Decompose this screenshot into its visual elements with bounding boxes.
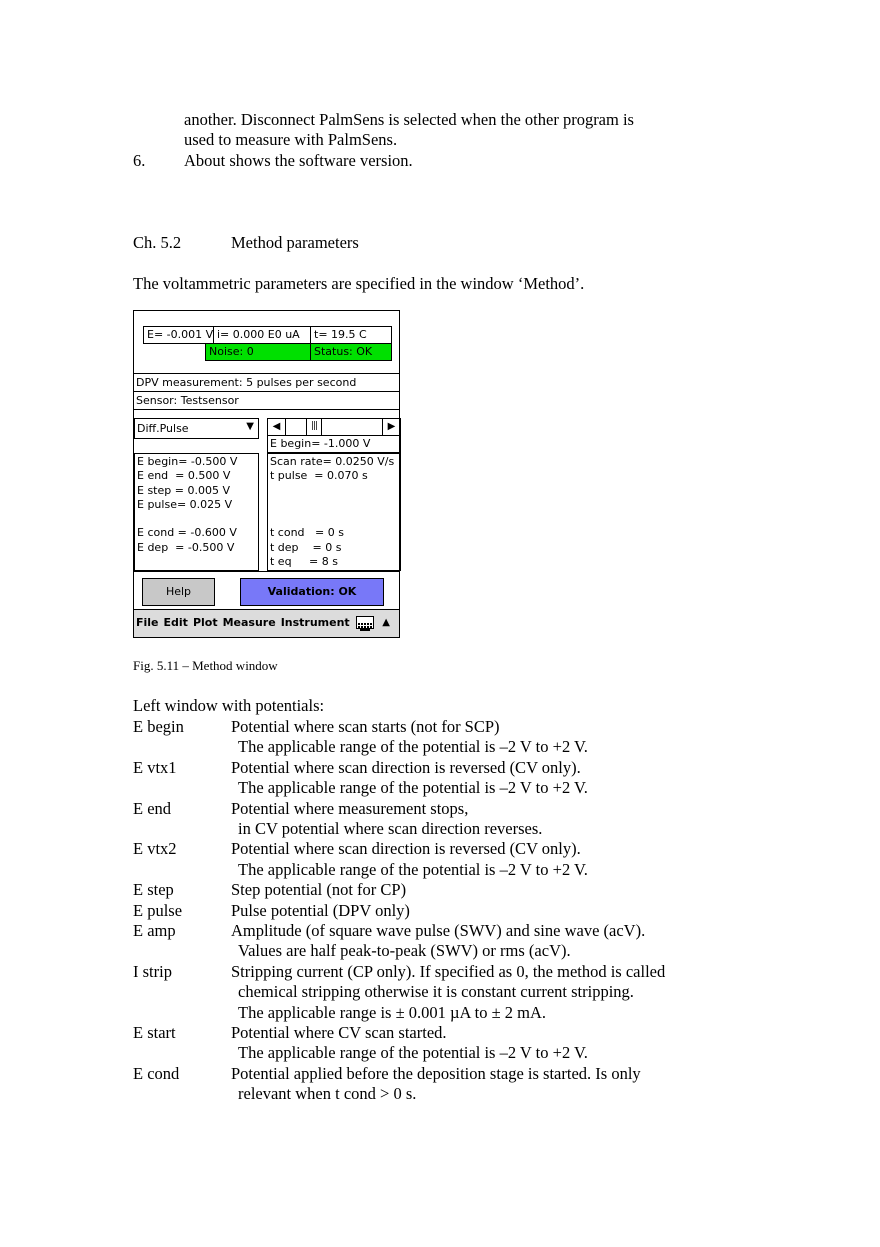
definition-text: The applicable range of the potential is –2 V to +2 V.	[238, 737, 588, 757]
param-line	[270, 498, 398, 512]
definition-text: Potential applied before the deposition stage is started. Is only	[231, 1063, 641, 1083]
menu-file[interactable]: File	[136, 616, 159, 629]
param-line: E dep = -0.500 V	[137, 540, 235, 554]
definition-text: relevant when t cond > 0 s.	[238, 1084, 417, 1104]
definition-text: Pulse potential (DPV only)	[231, 900, 410, 920]
definition-text: Potential where scan starts (not for SCP)	[231, 717, 500, 736]
status-indicator: Status: OK	[310, 343, 392, 361]
definition-text: in CV potential where scan direction reverses.	[238, 819, 543, 838]
param-line: E end = 0.500 V	[137, 469, 231, 483]
noise-indicator: Noise: 0	[205, 343, 311, 361]
definition-text: Potential where scan direction is reversed (CV only).	[231, 839, 581, 859]
intro-line-2: used to measure with PalmSens.	[184, 130, 398, 149]
param-line: E pulse= 0.025 V	[137, 497, 233, 511]
section-paragraph: The voltammetric parameters are specified in the window ‘Method’.	[133, 274, 585, 293]
definition-text: The applicable range is ± 0.001 µA to ± 2 mA.	[238, 1002, 547, 1022]
definition-term: E vtx2	[133, 839, 177, 859]
param-line: t pulse = 0.070 s	[270, 469, 368, 483]
method-window-screenshot	[133, 310, 400, 638]
param-line	[270, 484, 398, 498]
chevron-down-icon: ▼	[246, 421, 254, 432]
definition-text: The applicable range of the potential is –2 V to +2 V.	[238, 859, 588, 879]
definition-term: E vtx1	[133, 757, 177, 777]
scroll-right-icon[interactable]: ▶	[382, 419, 400, 435]
definition-text: Values are half peak-to-peak (SWV) or rms (acV).	[238, 941, 571, 961]
definition-text: The applicable range of the potential is –2 V to +2 V.	[238, 778, 588, 798]
param-line: t dep = 0 s	[270, 540, 342, 554]
param-line: E begin= -0.500 V	[137, 455, 238, 468]
intro-line-1: another. Disconnect PalmSens is selected when the other program is	[184, 110, 634, 129]
potential-readout: E= -0.001 V	[143, 326, 214, 344]
param-line: t cond = 0 s	[270, 526, 344, 540]
method-dropdown-value: Diff.Pulse	[137, 422, 189, 435]
measurement-description: DPV measurement: 5 pulses per second	[136, 376, 357, 389]
section-title: Method parameters	[231, 233, 359, 252]
definition-term: E begin	[133, 717, 184, 736]
help-button[interactable]: Help	[142, 578, 215, 606]
definition-term: E pulse	[133, 900, 183, 920]
definition-text: The applicable range of the potential is –2 V to +2 V.	[238, 1043, 588, 1063]
definition-term: E cond	[133, 1063, 180, 1083]
validation-button[interactable]: Validation: OK	[240, 578, 384, 606]
current-readout: i= 0.000 E0 uA	[213, 326, 311, 344]
param-line	[270, 512, 398, 526]
definition-text: Step potential (not for CP)	[231, 880, 407, 900]
param-line: E cond = -0.600 V	[137, 526, 237, 540]
list-number: 6.	[133, 151, 146, 170]
menu-plot[interactable]: Plot	[192, 616, 218, 629]
definitions-heading: Left window with potentials:	[133, 696, 325, 715]
menu-measure[interactable]: Measure	[222, 616, 276, 629]
e-begin-slider[interactable]	[267, 418, 401, 436]
definition-term: E end	[133, 798, 172, 818]
menu-bar	[134, 609, 399, 637]
method-dropdown[interactable]	[134, 418, 259, 439]
definition-term: E start	[133, 1023, 176, 1042]
param-line: t eq = 8 s	[270, 555, 338, 569]
param-line: Scan rate= 0.0250 V/s	[270, 455, 395, 468]
param-line	[137, 512, 256, 526]
menu-instrument[interactable]: Instrument	[280, 616, 350, 629]
left-params-box[interactable]	[134, 453, 259, 571]
slider-value-label: E begin= -1.000 V	[267, 435, 401, 453]
definition-text: Stripping current (CP only). If specified as 0, the method is called	[231, 961, 666, 981]
sensor-label: Sensor: Testsensor	[136, 394, 239, 407]
scroll-left-icon[interactable]: ◀	[268, 419, 286, 435]
figure-caption: Fig. 5.11 – Method window	[133, 658, 278, 673]
definition-text: chemical stripping otherwise it is constant current stripping.	[238, 982, 634, 1002]
slider-thumb[interactable]: |||	[306, 419, 322, 435]
chevron-up-icon[interactable]: ▲	[382, 617, 390, 628]
definition-text: Amplitude (of square wave pulse (SWV) and sine wave (acV).	[231, 921, 646, 940]
definition-text: Potential where scan direction is reversed (CV only).	[231, 757, 581, 777]
definition-term: E amp	[133, 921, 176, 940]
keyboard-icon[interactable]	[356, 616, 374, 629]
definition-text: Potential where measurement stops,	[231, 798, 469, 818]
menu-edit[interactable]: Edit	[163, 616, 188, 629]
right-params-box[interactable]	[267, 453, 401, 571]
definition-term: E step	[133, 880, 174, 900]
temperature-readout: t= 19.5 C	[310, 326, 392, 344]
definition-term: I strip	[133, 961, 172, 981]
param-line: E step = 0.005 V	[137, 483, 230, 497]
definition-text: Potential where CV scan started.	[231, 1023, 447, 1042]
section-number: Ch. 5.2	[133, 233, 182, 252]
list-item-text: About shows the software version.	[184, 151, 413, 170]
